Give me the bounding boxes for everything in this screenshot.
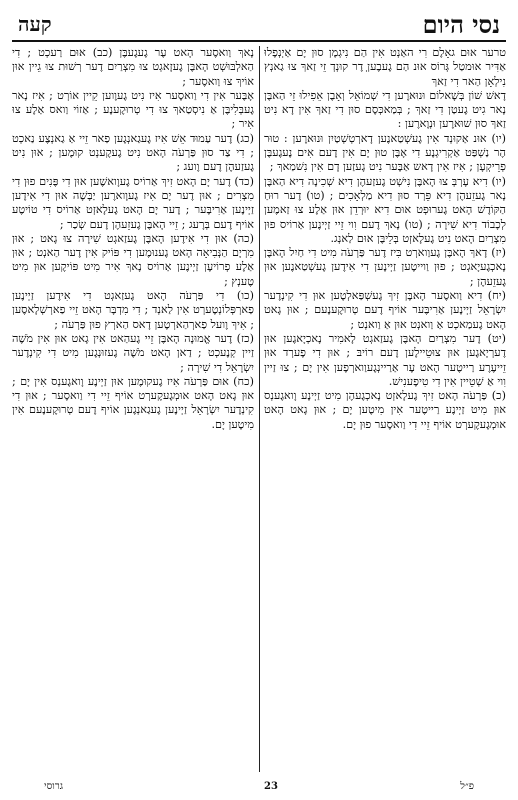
paragraph: (כו) דִי פַּרְעֹה הָאט גֶעזַאגְט דִי אִידֶען זַיְינֶען פַארְפְּלוֹנְטֶערְט אִין לַאנְד ; דִי מִדְבָּר הָאט זֵיי פַארְשְׁלָאסֶען ; אִיךְ וֶועל פַארְהַארְטֶען דָאס הַארְץ פוּן פַּרְעֹה ; (12, 289, 254, 331)
paragraph: (יו) אוּנ אַקוּנְד אִין גֶעשְׁטַאנֶען דָארְטְשְׁטַיִן וּנוּארֶען : טוּר הֶר נַשְׁפַּט אַקְרִיגְנֶע דִי אָבֶּן טוּן יָם אִין דֶעם אִים נֶעגֶעבֶּן פְרֵיקְעָן ; אִיז אִין דָאש אַבֶּער נִיט גָעזַען דָם אִין נִשׁמַאךְ ; (264, 131, 506, 174)
page-footer (14, 776, 504, 792)
paragraph: (כה) אוּן דִי אִידֶען הָאבֶּן גֶעזַאגְט שִׁירָה צוּ גָאט ; אוּן מִרְיָם הַנְּבִיאָה הָאט גֶענוּמֶען דִי פּוֹיק אִין דֶער הַאנְט ; אוּן אַלֶע פְרוֹיעֶן זַיְינֶען אַרוֹיס נָאךְ אִיר מִיט פּוֹיקֶען אוּן מִיט טֶענְץ ; (12, 231, 254, 288)
text-columns (12, 46, 506, 772)
footer-left-text: גרוסי (44, 781, 64, 792)
header-rule (12, 40, 506, 42)
paragraph: (כ) פַּרְעֹה הָאט זִיךְ גֶעלָאזְט נָאכְגֶעהֶן מִיט זַיְינֶע וָואגֶענְס אוּן מִיט זַיְינֶע רַייטֶער אִין מִיטֶען יָם ; אוּן גָאט הָאט אוּמְגֶעקֶערְט אוֹיף זֵיי דִי וַואסֶער פוּן יָם. (264, 389, 506, 431)
page-title: נסי היום (422, 10, 500, 39)
paragraph: טרער אוּם גאָלֶם רִי האַנְט אִין הַם נִיגְמֶן סוּן יָם אַיְנְפֶלוּ אַדִּיר אוּמטַל גְּרוֹס אוּנ הַם גֶעבֶעןְ דֶר קוּנְדְ זֵי זַאךְ צוּ גַאנְץ נִילְאָן הַאר דִי זַאךְ (264, 46, 506, 88)
footer-right-text: פ״ל (460, 781, 474, 792)
paragraph: (כג) דֶער עַמוּד אֵשׁ אִיז גֶעגַאנְגֶען פַאר זֵיי אַ גַאנְצֶע נַאכְט ; דִי צַד סוּן פַּרְעֹה הָאט נִיט גֶעקֶענְט קוּמֶען ; אוּן נִיט גֶעזַעהֶן דֶעם וֶועג ; (12, 131, 254, 174)
paragraph: דָאשׁ שׁוֹן בְּשָׁאלוֹם וּנוּארֶען דִי שְׁמוֹאֵל וְאָבֶן אֵפִילוּ זֵי הַאבֶּן נָאר גִיט גֶעטַן דִי זַאךְ ; בְּמַאכְּסֶם סוּן דִי זַאךְ אִין דָא נִיט זַאךְ סוּן שׁוּארֶען וּנְוֶארֶען : (264, 88, 506, 131)
paragraph: (יז) דָאךְ הָאבֶּן גֶעוַוארְט בִּיז דֶער פַּרְעֹה מִיט דִי חַיִל הָאבֶּן נָאכְגֶעיָאגְט ; פוּן וַוייטֶען זַיְינֶען דִי אִידֶען גֶעשְׁטַאנֶען אוּן גֶעזֵעהֶן ; (264, 246, 506, 288)
paragraph: (יו) דִיא עָרְבְּ צוּ הָאבֶּן נִישְׁט גֶעזַעהֶן דִיא שְׁכִינָה דִיא הַאבֶּן נָאר גֶעזֵעהֶן דִיא פֵּרְד סוּן דִיא מַלְאָכִים ; (טו) דֶער רוּחַ הַקּוֹדֶשׁ הָאט גֶערוּפְט אוּם דִיא יוּרְדֵן אוּן אַלֶע צוּ זַאמֶען לְכָבוֹד דִיא שִׁירָה ; (טו) נָאךְ דֶעם וִוי זֵיי זַיְינֶען אַרוֹיס פוּן מִצְרַיִם הָאט נִיט גֶעלָאזְט בְּלֵיבֶּן אוּם לַאנְג. (264, 174, 506, 245)
paragraph: נָאךְ וַואסֶער הָאט עֶר גֶעגֶעבֶּן (כב) אוּם רַעכְט ; דִי הַאלְבּוּשְׁט הָאבֶּן גֶעזָאגְט צוּ מִצְרַיִם דֶער רְשׁוּת צוּ גֵיין אוּן אוֹיךְ צוּ וַואסֶער ; (12, 46, 254, 88)
paragraph: אָבֶּער אִין דִי וַואסֶער אִיז נִיט גֶעוֶוען קֵיין אוֹרְט ; אִיז נָאר גֶעבְּלִיבֶּן אַ נִיסְטַאךְ צוּ דִי טְרוּקֶענֶע ; אַזוֹי וַואס אַלֶע צוּ אִיר ; (12, 88, 254, 131)
page-number-hebrew: קעה (18, 12, 52, 36)
column-divider (259, 46, 260, 772)
paragraph: (יט) דֶער מִצְרַיִם הָאבֶּן גֶעזַאגְט לָאמִיר נָאכְיָאגֶען אוּן דֶערְיָאגֶען אוּן צוּטֵיילֶען דֶעם רוֹיבּ ; אוּן דִי פֶערְד אוּן זֵייעֶרֶע רַייטֶער הָאט עֶר אַרַיינְגֶעוַוארְפֶען אִין יָם ; צוּ זַיין וִוי אַ שְׁטֵיין אִין דִי טִיפֶענִישׁ. (264, 331, 506, 388)
right-column (264, 46, 506, 772)
paragraph: (יח) דִיא וַואסֶער הָאבֶּן זִיךְ גֶעשְׁפַּאלְטֶען אוּן דִי קִינְדֶער יִשְׂרָאֵל זַיְינֶען אַרִיבֶּער אוֹיף דֶעם טְרוּקֶענֶעם ; אוּן גָאט הָאט גֶעמַאכְט אַ וַואנְט אוּן אַ וַואנְט ; (264, 289, 506, 331)
paragraph: (כח) אוּם פַּרְעֹה אִיז גֶעקוּמֶען אוּן זַיְינֶע וָואגֶענְס אִין יָם ; אוּן גָאט הָאט אוּמְגֶעקֶערְט אוֹיף זֵיי דִי וַואסֶער ; אוּן דִי קִינְדֶער יִשְׂרָאֵל זַיְינֶען גֶעגַאנְגֶען אוֹיף דֶעם טְרוּקֶענֶעם אִין מִיטֶען יָם. (12, 374, 254, 431)
paragraph: (כז) דֶער אֱמוּנָה הָאבֶּן זֵיי גֶעהַאט אִין גָאט אוּן אִין מֹשֶׁה זַיין קְנֶעכְט ; דַאן הָאט מֹשֶׁה גֶעזוּנְגֶען מִיט דִי קִינְדֶער יִשְׂרָאֵל דִי שִׁירָה ; (12, 331, 254, 374)
footer-page-number: 23 (264, 781, 278, 792)
left-column (12, 46, 254, 772)
paragraph: (כד) דֶער יָם הָאט זִיךְ אַרוֹיס גֶעוָואשֶׁען אוּן דִי פֶּנִים פוּן דִי מִצְרִים ; אוּן דֶער יָם אִיז גֶעוָוארֶען יַבָּשָׁה אוּן דִי אִידֶען זַיְינֶען אַרִיבֶּער ; דֶער יָם הָאט גֶעלָאזְט אַרוֹיס דִי טוֹיטֶע אוֹיף דֶעם בְּרָעג ; זֵיי הָאבֶּן גֶעזֵעהֶן דֶעם שְׂכַר ; (12, 174, 254, 231)
page-header (14, 10, 504, 38)
